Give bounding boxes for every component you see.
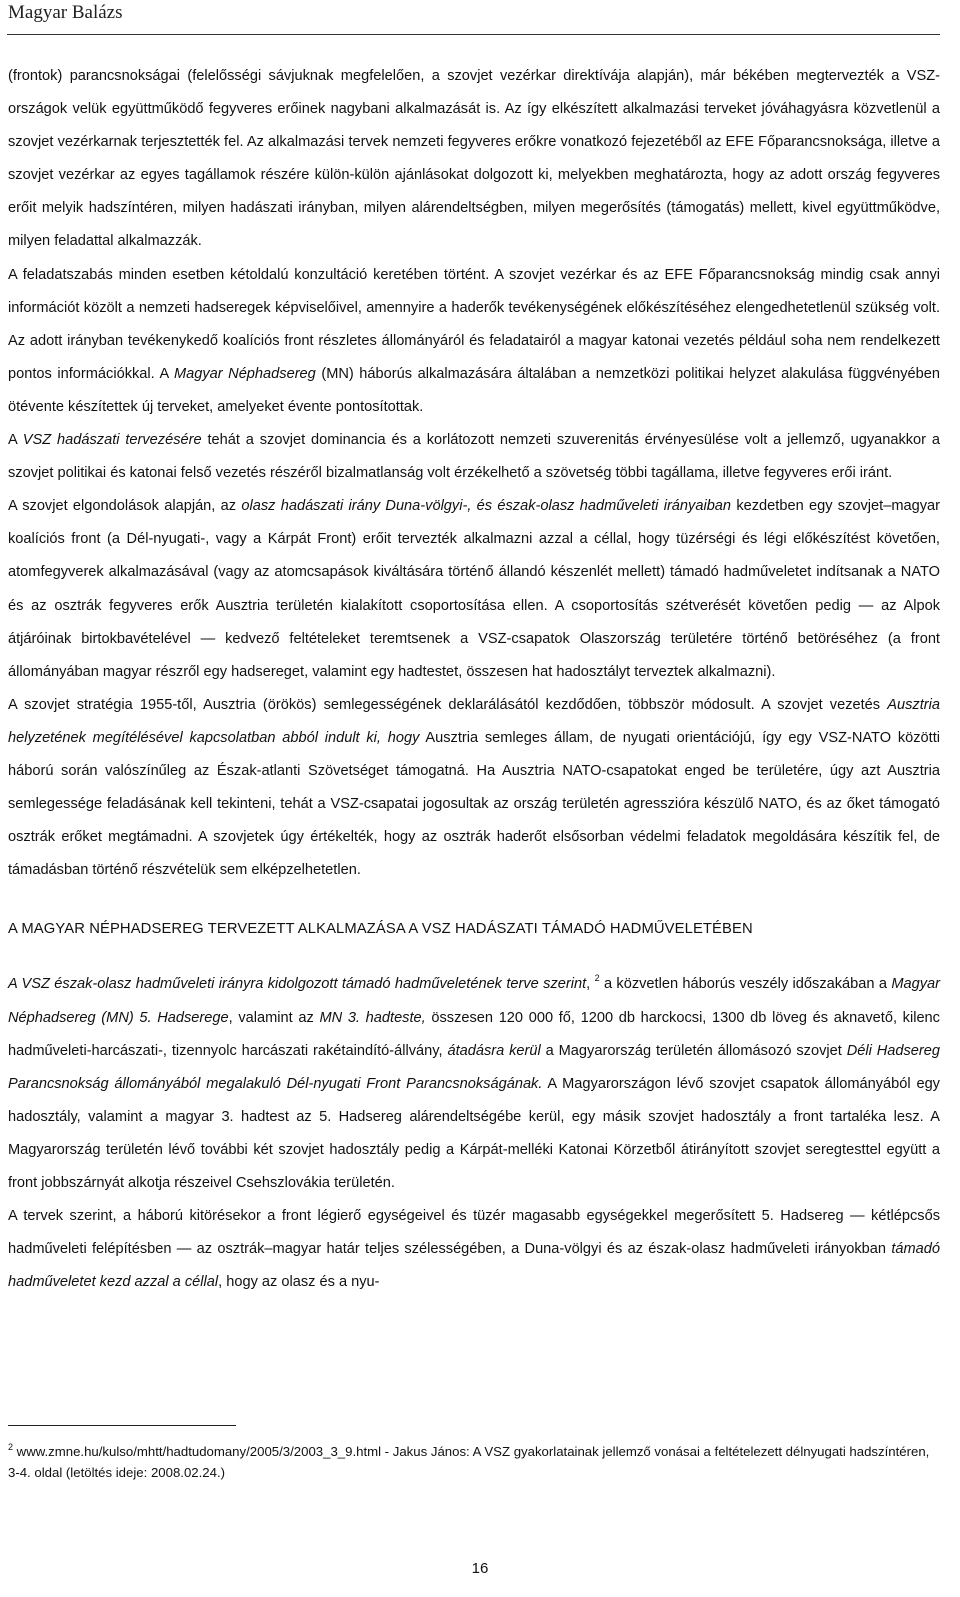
page-number: 16 xyxy=(471,1560,489,1577)
page-header xyxy=(0,0,960,34)
body-text xyxy=(8,60,940,1299)
paragraph-6: A VSZ észak-olasz hadműveleti irányra kidolgozott támadó hadműveletének terve szerint, $^2$ a közvetlen háborús veszély időszakában a Magyar Néphadsereg (MN) 5. Hadserege, valamint az MN 3. hadteste, összesen 120 000 fő, 1200 db harckocsi, 1300 db löveg és aknavető, kilenc hadműveleti-harcászati-, tizennyolc harcászati rakétaindító-állvány, átadásra kerül a Magyarország területén állomásozó szovjet Déli Hadsereg Parancsnokság állományából megalakuló Dél-nyugati Front Parancsnokságának. A Magyarországon lévő szovjet csapatok állományából egy hadosztály, valamint a magyar 3. hadtest az 5. Hadsereg alárendeltségébe kerül, egy másik szovjet hadosztály a front tartaléka lesz. A Magyarország területén lévő további két szovjet hadosztály pedig a Kárpát-melléki Katonai Körzetből átirányított szovjet seregtesttel együtt a front jobbszárnyát alkotja részeivel Csehszlovákia területén. xyxy=(8,973,941,1191)
section-heading: A MAGYAR NÉPHADSEREG TERVEZETT ALKALMAZÁSA A VSZ HADÁSZATI TÁMADÓ HADMŰVELETÉBEN xyxy=(8,921,753,938)
footnote xyxy=(8,1437,933,1483)
footnote-divider xyxy=(8,1425,236,1426)
paragraph-3: A VSZ hadászati tervezésére tehát a szovjet dominancia és a korlátozott nemzeti szuverenitás érvényesülése volt a jellemző, ugyanakkor a szovjet politikai és katonai felső vezetés részéről bizalmatlanság volt érzékelhető a szövetség többi tagállama, illetve fegyveres erői iránt. xyxy=(8,432,940,482)
footnote-text: www.zmne.hu/kulso/mhtt/hadtudomany/2005/3/2003_3_9.html - Jakus János: A VSZ gyakorlatainak jellemző vonásai a feltételezett délnyugati hadszíntéren, 3-4. oldal (letöltés ideje: 2008.02.24.) xyxy=(8,1444,930,1480)
header-divider xyxy=(7,34,940,35)
paragraph-4: A szovjet elgondolások alapján, az olasz hadászati irány Duna-völgyi-, és észak-olasz hadműveleti irányaiban kezdetben egy szovjet–magyar koalíciós front (a Dél-nyugati-, vagy a Kárpát Front) erőit tervezték alkalmazni azzal a céllal, hogy tüzérségi és légi előkészítést követően, atomfegyverek alkalmazásával (vagy az atomcsapások kiváltására történő állandó készenlét mellett) támadó hadműveletet indítsanak a NATO és az osztrák fegyveres erők Ausztria területén kialakított csoportosítása ellen. A csoportosítás szétverését követően pedig — az Alpok átjáróinak birtokbavételével — kedvező feltételeket teremtsenek a VSZ-csapatok Olaszország területére történő betöréséhez (a front állományában magyar részről egy hadsereget, valamint egy hadtestet, összesen hat hadosztályt terveztek alkalmazni). xyxy=(8,498,940,680)
paragraph-7: A tervek szerint, a háború kitörésekor a front légierő egységeivel és tüzér magasabb egységekkel megerősített 5. Hadsereg — kétlépcsős hadműveleti felépítésben — az osztrák–magyar határ teljes szélességében, a Duna-völgyi és az észak-olasz hadműveleti irányokban támadó hadműveletet kezd azzal a céllal, hogy az olasz és a nyu- xyxy=(8,1208,940,1291)
author-name: Magyar Balázs xyxy=(8,2,123,23)
paragraph-1: (frontok) parancsnokságai (felelősségi sávjuknak megfelelően, a szovjet vezérkar direktívája alapján), már békében megtervezték a VSZ-országok velük együttműködő fegyveres erőinek nagybani alkalmazását is. Az így elkészített alkalmazási terveket jóváhagyásra közvetlenül a szovjet vezérkarnak terjesztették fel. Az alkalmazási tervek nemzeti fegyveres erőkre vonatkozó fejezetéből az EFE Főparancsnoksága, illetve a szovjet vezérkar az egyes tagállamok részére külön-külön ajánlásokat dolgozott ki, melyekben meghatározta, hogy az adott ország fegyveres erőit melyik hadszíntéren, milyen hadászati irányban, milyen alárendeltségben, milyen megerősítés (támogatás) mellett, kivel együttműködve, milyen feladattal alkalmazzák. xyxy=(8,68,940,250)
footnote-ref[interactable]: 2 xyxy=(594,973,600,984)
paragraph-5: A szovjet stratégia 1955-től, Ausztria (örökös) semlegességének deklarálásától kezdődően, többször módosult. A szovjet vezetés Ausztria helyzetének megítélésével kapcsolatban abból indult ki, hogy Ausztria semleges állam, de nyugati orientációjú, így egy VSZ-NATO közötti háború során valószínűleg az Észak-atlanti Szövetséget támogatná. Ha Ausztria NATO-csapatokat enged be területére, úgy azt Ausztria semlegessége feladásának kell tekinteni, tehát a VSZ-csapatai jogosultak az ország területén agresszióra készülő NATO, és az őket támogató osztrák erőket megtámadni. A szovjetek úgy értékelték, hogy az osztrák haderőt elsősorban védelmi feladatok megoldására készítik fel, de támadásban történő részvételük sem elképzelhetetlen. xyxy=(8,696,941,879)
footnote-number: 2 xyxy=(8,1442,14,1452)
paragraph-2: A feladatszabás minden esetben kétoldalú konzultáció keretében történt. A szovjet vezérkar és az EFE Főparancsnokság mindig csak annyi információt közölt a nemzeti hadseregek képviselőivel, amennyire a haderők tevékenységének előkészítéséhez elengedhetetlenül szükség volt. Az adott irányban tevékenykedő koalíciós front részletes állományáról és feladatairól a magyar katonai vezetés például soha nem rendelkezett pontos információkkal. A Magyar Néphadsereg (MN) háborús alkalmazására általában a nemzetközi politikai helyzet alakulása függvényében ötévente készítettek új terveket, amelyeket évente pontosítottak. xyxy=(8,266,940,415)
